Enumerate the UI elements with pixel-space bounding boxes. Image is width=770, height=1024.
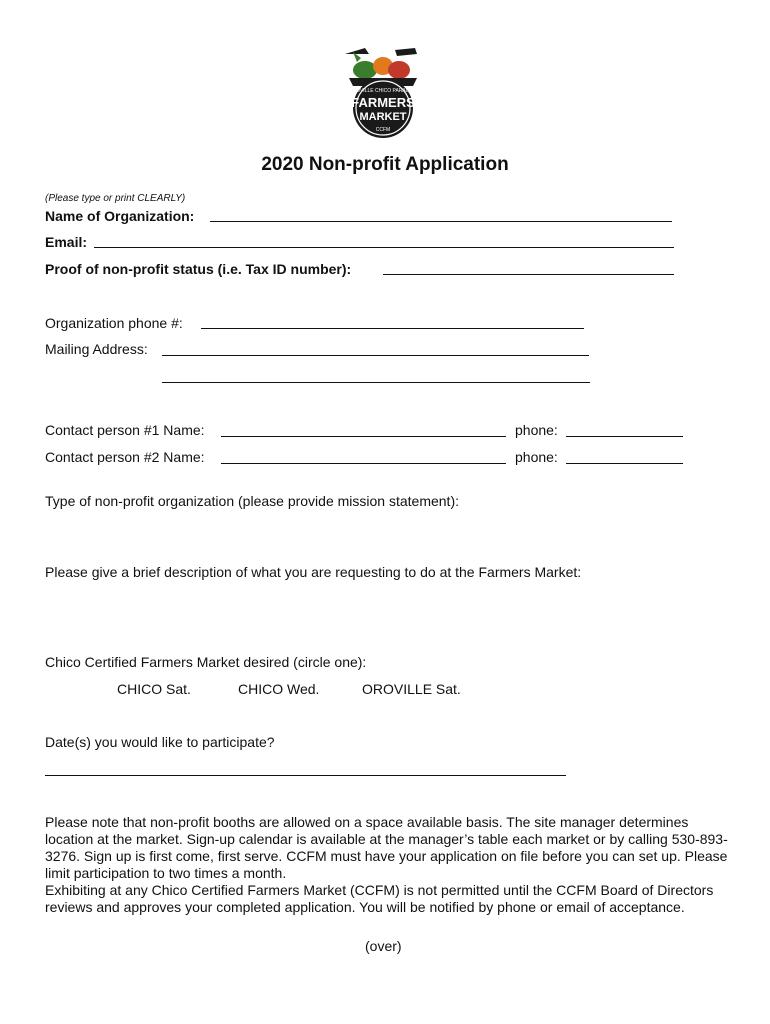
over-label: (over) [365, 938, 402, 954]
org-name-field[interactable] [210, 221, 672, 222]
logo-line1: FARMERS [351, 95, 415, 110]
notes-block [45, 814, 735, 916]
email-label: Email: [45, 234, 88, 250]
contact1-label: Contact person #1 Name: [45, 422, 205, 438]
email-field[interactable] [94, 247, 674, 248]
contact1-name-field[interactable] [221, 436, 506, 437]
logo-badge: CCFM [375, 127, 391, 133]
contact2-label: Contact person #2 Name: [45, 449, 205, 465]
notes-paragraph-1: Please note that non-profit booths are allowed on a space available basis. The site manager determines location at the market. Sign-up calendar is available at the manager’s table each market or by calling 530-893-3276. Sign up is first come, first serve. CCFM must have your application on file before you can set up. Please limit participation to two times a month. [45, 814, 728, 881]
type-answer-area[interactable] [45, 515, 725, 560]
dates-field[interactable] [45, 775, 566, 776]
market-option-chico-wed[interactable]: CHICO Wed. [238, 681, 320, 697]
farmers-market-logo [335, 40, 430, 140]
contact2-phone-field[interactable] [566, 463, 683, 464]
market-option-chico-sat[interactable]: CHICO Sat. [117, 681, 191, 697]
notes-paragraph-2: Exhibiting at any Chico Certified Farmers Market (CCFM) is not permitted until the CCFM Board of Directors reviews and approves your completed application. You will be notified by phone or email of acceptance. [45, 882, 714, 915]
logo-line2: MARKET [359, 111, 407, 123]
proof-label: Proof of non-profit status (i.e. Tax ID number): [45, 261, 352, 277]
market-option-oroville-sat[interactable]: OROVILLE Sat. [362, 681, 461, 697]
contact2-phone-label: phone: [515, 449, 558, 465]
dates-question: Date(s) you would like to participate? [45, 734, 275, 750]
mailing-address-label: Mailing Address: [45, 341, 148, 357]
description-answer-area[interactable] [45, 586, 725, 646]
org-name-label: Name of Organization: [45, 208, 195, 224]
logo-top-text: OROVILLE CHICO PARADISE [348, 88, 418, 94]
mailing-address-field-1[interactable] [162, 355, 589, 356]
description-question: Please give a brief description of what you are requesting to do at the Farmers Market: [45, 564, 582, 580]
org-phone-field[interactable] [201, 328, 584, 329]
contact1-phone-field[interactable] [566, 436, 683, 437]
proof-field[interactable] [383, 274, 674, 275]
org-phone-label: Organization phone #: [45, 315, 183, 331]
market-question: Chico Certified Farmers Market desired (circle one): [45, 654, 367, 670]
instruction-text: (Please type or print CLEARLY) [45, 193, 186, 204]
page-title: 2020 Non-profit Application [261, 154, 509, 175]
contact1-phone-label: phone: [515, 422, 558, 438]
contact2-name-field[interactable] [221, 463, 506, 464]
mailing-address-field-2[interactable] [162, 382, 590, 383]
type-question: Type of non-profit organization (please provide mission statement): [45, 493, 459, 509]
